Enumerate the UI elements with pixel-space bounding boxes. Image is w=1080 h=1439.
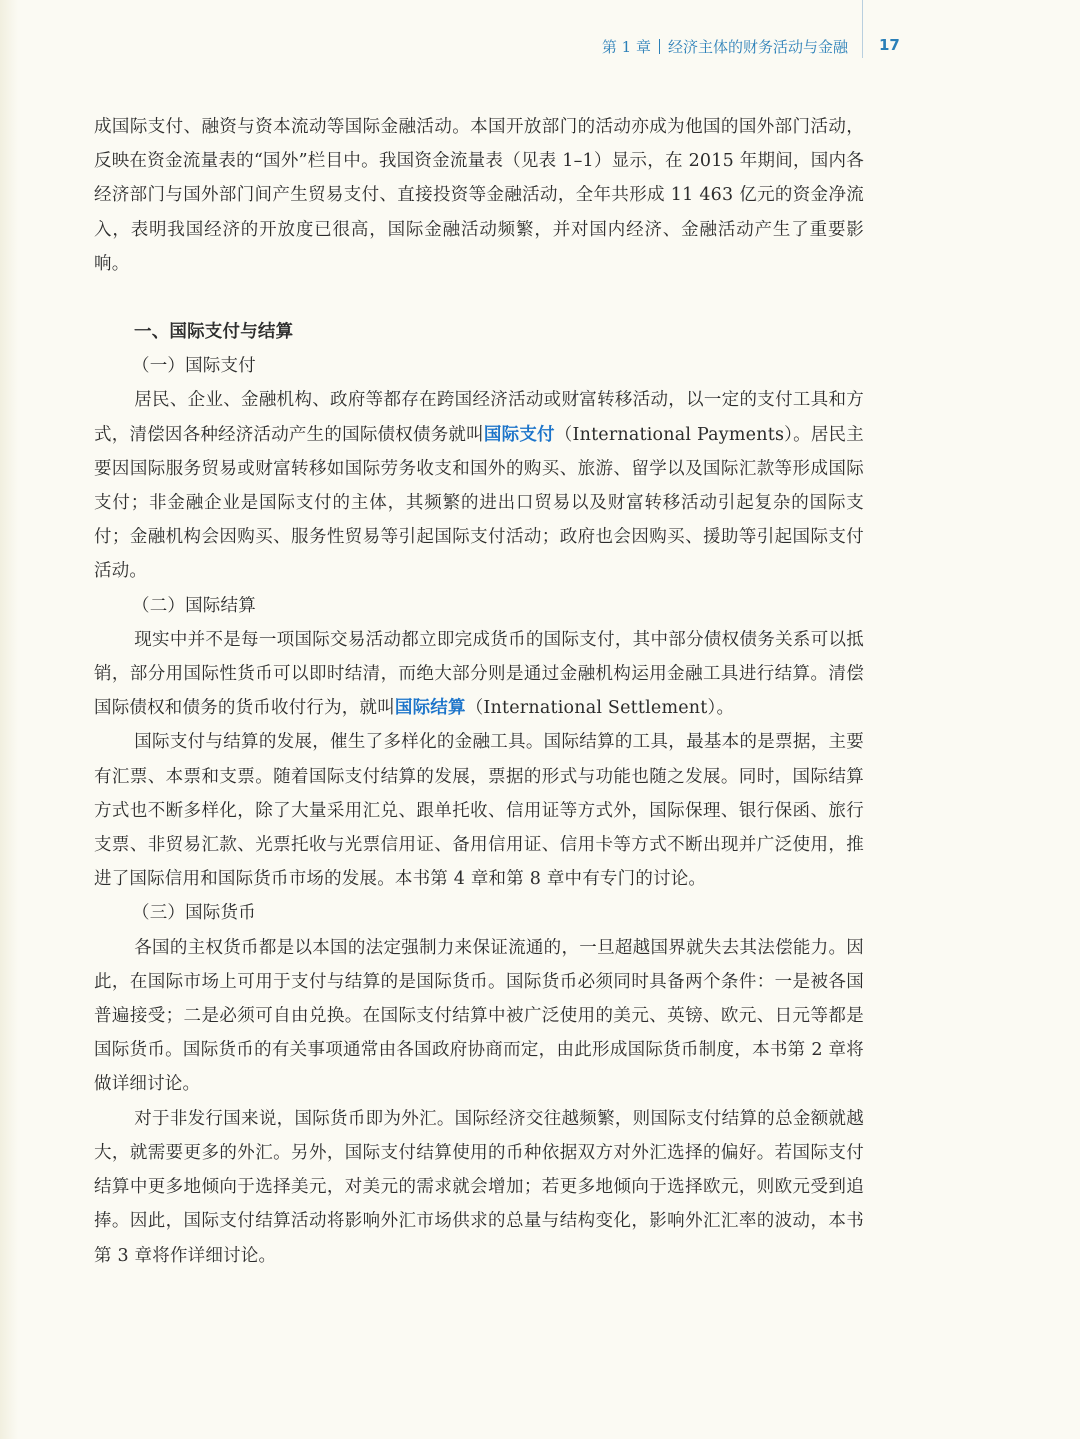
- paragraph-text: （International Settlement）。: [465, 698, 735, 719]
- key-term-international-payments: 国际支付: [483, 424, 555, 445]
- page-number: 17: [879, 36, 900, 54]
- page-gutter-shadow: [0, 0, 18, 1439]
- page-body: [94, 110, 864, 1273]
- header-separator: [659, 39, 660, 54]
- paragraph-foreign-exchange: 对于非发行国来说，国际货币即为外汇。国际经济交往越频繁，则国际支付结算的总金额就越大，就需要更多的外汇。另外，国际支付结算使用的币种依据双方对外汇选择的偏好。若国际支付结算中更多地倾向于选择美元，对美元的需求就会增加；若更多地倾向于选择欧元，则欧元受到追捧。因此，国际支付结算活动将影响外汇市场供求的总量与结构变化，影响外汇汇率的波动，本书第 3 章将作详细讨论。: [94, 1108, 864, 1266]
- paragraph-text: 居民、企业、金融机构、政府等都存在跨国经济活动或财富转移活动，以一定的支付工具和方式，清偿因各种经济活动产生的国际债权债务就叫: [94, 390, 864, 445]
- chapter-label: 第 1 章: [601, 38, 651, 56]
- paragraph-international-payments: [94, 383, 864, 588]
- chapter-title: 经济主体的财务活动与金融: [667, 38, 848, 56]
- paragraph-international-currency: 各国的主权货币都是以本国的法定强制力来保证流通的，一旦超越国界就失去其法偿能力。因此，在国际市场上可用于支付与结算的是国际货币。国际货币必须同时具备两个条件：一是被各国普遍接受；二是必须可自由兑换。在国际支付结算中被广泛使用的美元、英镑、欧元、日元等都是国际货币。国际货币的有关事项通常由各国政府协商而定，由此形成国际货币制度，本书第 2 章将做详细讨论。: [94, 937, 864, 1095]
- subsection-heading-international-currency: （三）国际货币: [132, 903, 256, 924]
- paragraph-international-settlement: [94, 623, 864, 726]
- header-vertical-rule: [862, 0, 863, 58]
- subsection-heading-international-settlement: （二）国际结算: [132, 595, 256, 616]
- running-head: [602, 36, 848, 57]
- paragraph-settlement-tools: 国际支付与结算的发展，催生了多样化的金融工具。国际结算的工具，最基本的是票据，主要有汇票、本票和支票。随着国际支付结算的发展，票据的形式与功能也随之发展。同时，国际结算方式也不断多样化，除了大量采用汇兑、跟单托收、信用证等方式外，国际保理、银行保函、旅行支票、非贸易汇款、光票托收与光票信用证、备用信用证、信用卡等方式不断出现并广泛使用，推进了国际信用和国际货币市场的发展。本书第 4 章和第 8 章中有专门的讨论。: [94, 732, 864, 890]
- subsection-heading-international-payments: （一）国际支付: [132, 356, 256, 377]
- paragraph-text: （International Payments）。居民主要因国际服务贸易或财富转移如国际劳务收支和国外的购买、旅游、留学以及国际汇款等形成国际支付；非金融企业是国际支付的主体，其频繁的进出口贸易以及财富转移活动引起复杂的国际支付；金融机构会因购买、服务性贸易等引起国际支付活动；政府也会因购买、援助等引起国际支付活动。: [94, 424, 864, 582]
- section-heading: 一、国际支付与结算: [134, 322, 294, 343]
- paragraph-text: 现实中并不是每一项国际交易活动都立即完成货币的国际支付，其中部分债权债务关系可以抵销，部分用国际性货币可以即时结清，而绝大部分则是通过金融机构运用金融工具进行结算。清偿国际债权和债务的货币收付行为，就叫: [94, 629, 864, 719]
- key-term-international-settlement: 国际结算: [394, 698, 466, 719]
- paragraph-continued: 成国际支付、融资与资本流动等国际金融活动。本国开放部门的活动亦成为他国的国外部门活动，反映在资金流量表的“国外”栏目中。我国资金流量表（见表 1–1）显示，在 2015 年期间，国内各经济部门与国外部门间产生贸易支付、直接投资等金融活动，全年共形成 11 463 亿元的资金净流入，表明我国经济的开放度已很高，国际金融活动频繁，并对国内经济、金融活动产生了重要影响。: [94, 117, 864, 274]
